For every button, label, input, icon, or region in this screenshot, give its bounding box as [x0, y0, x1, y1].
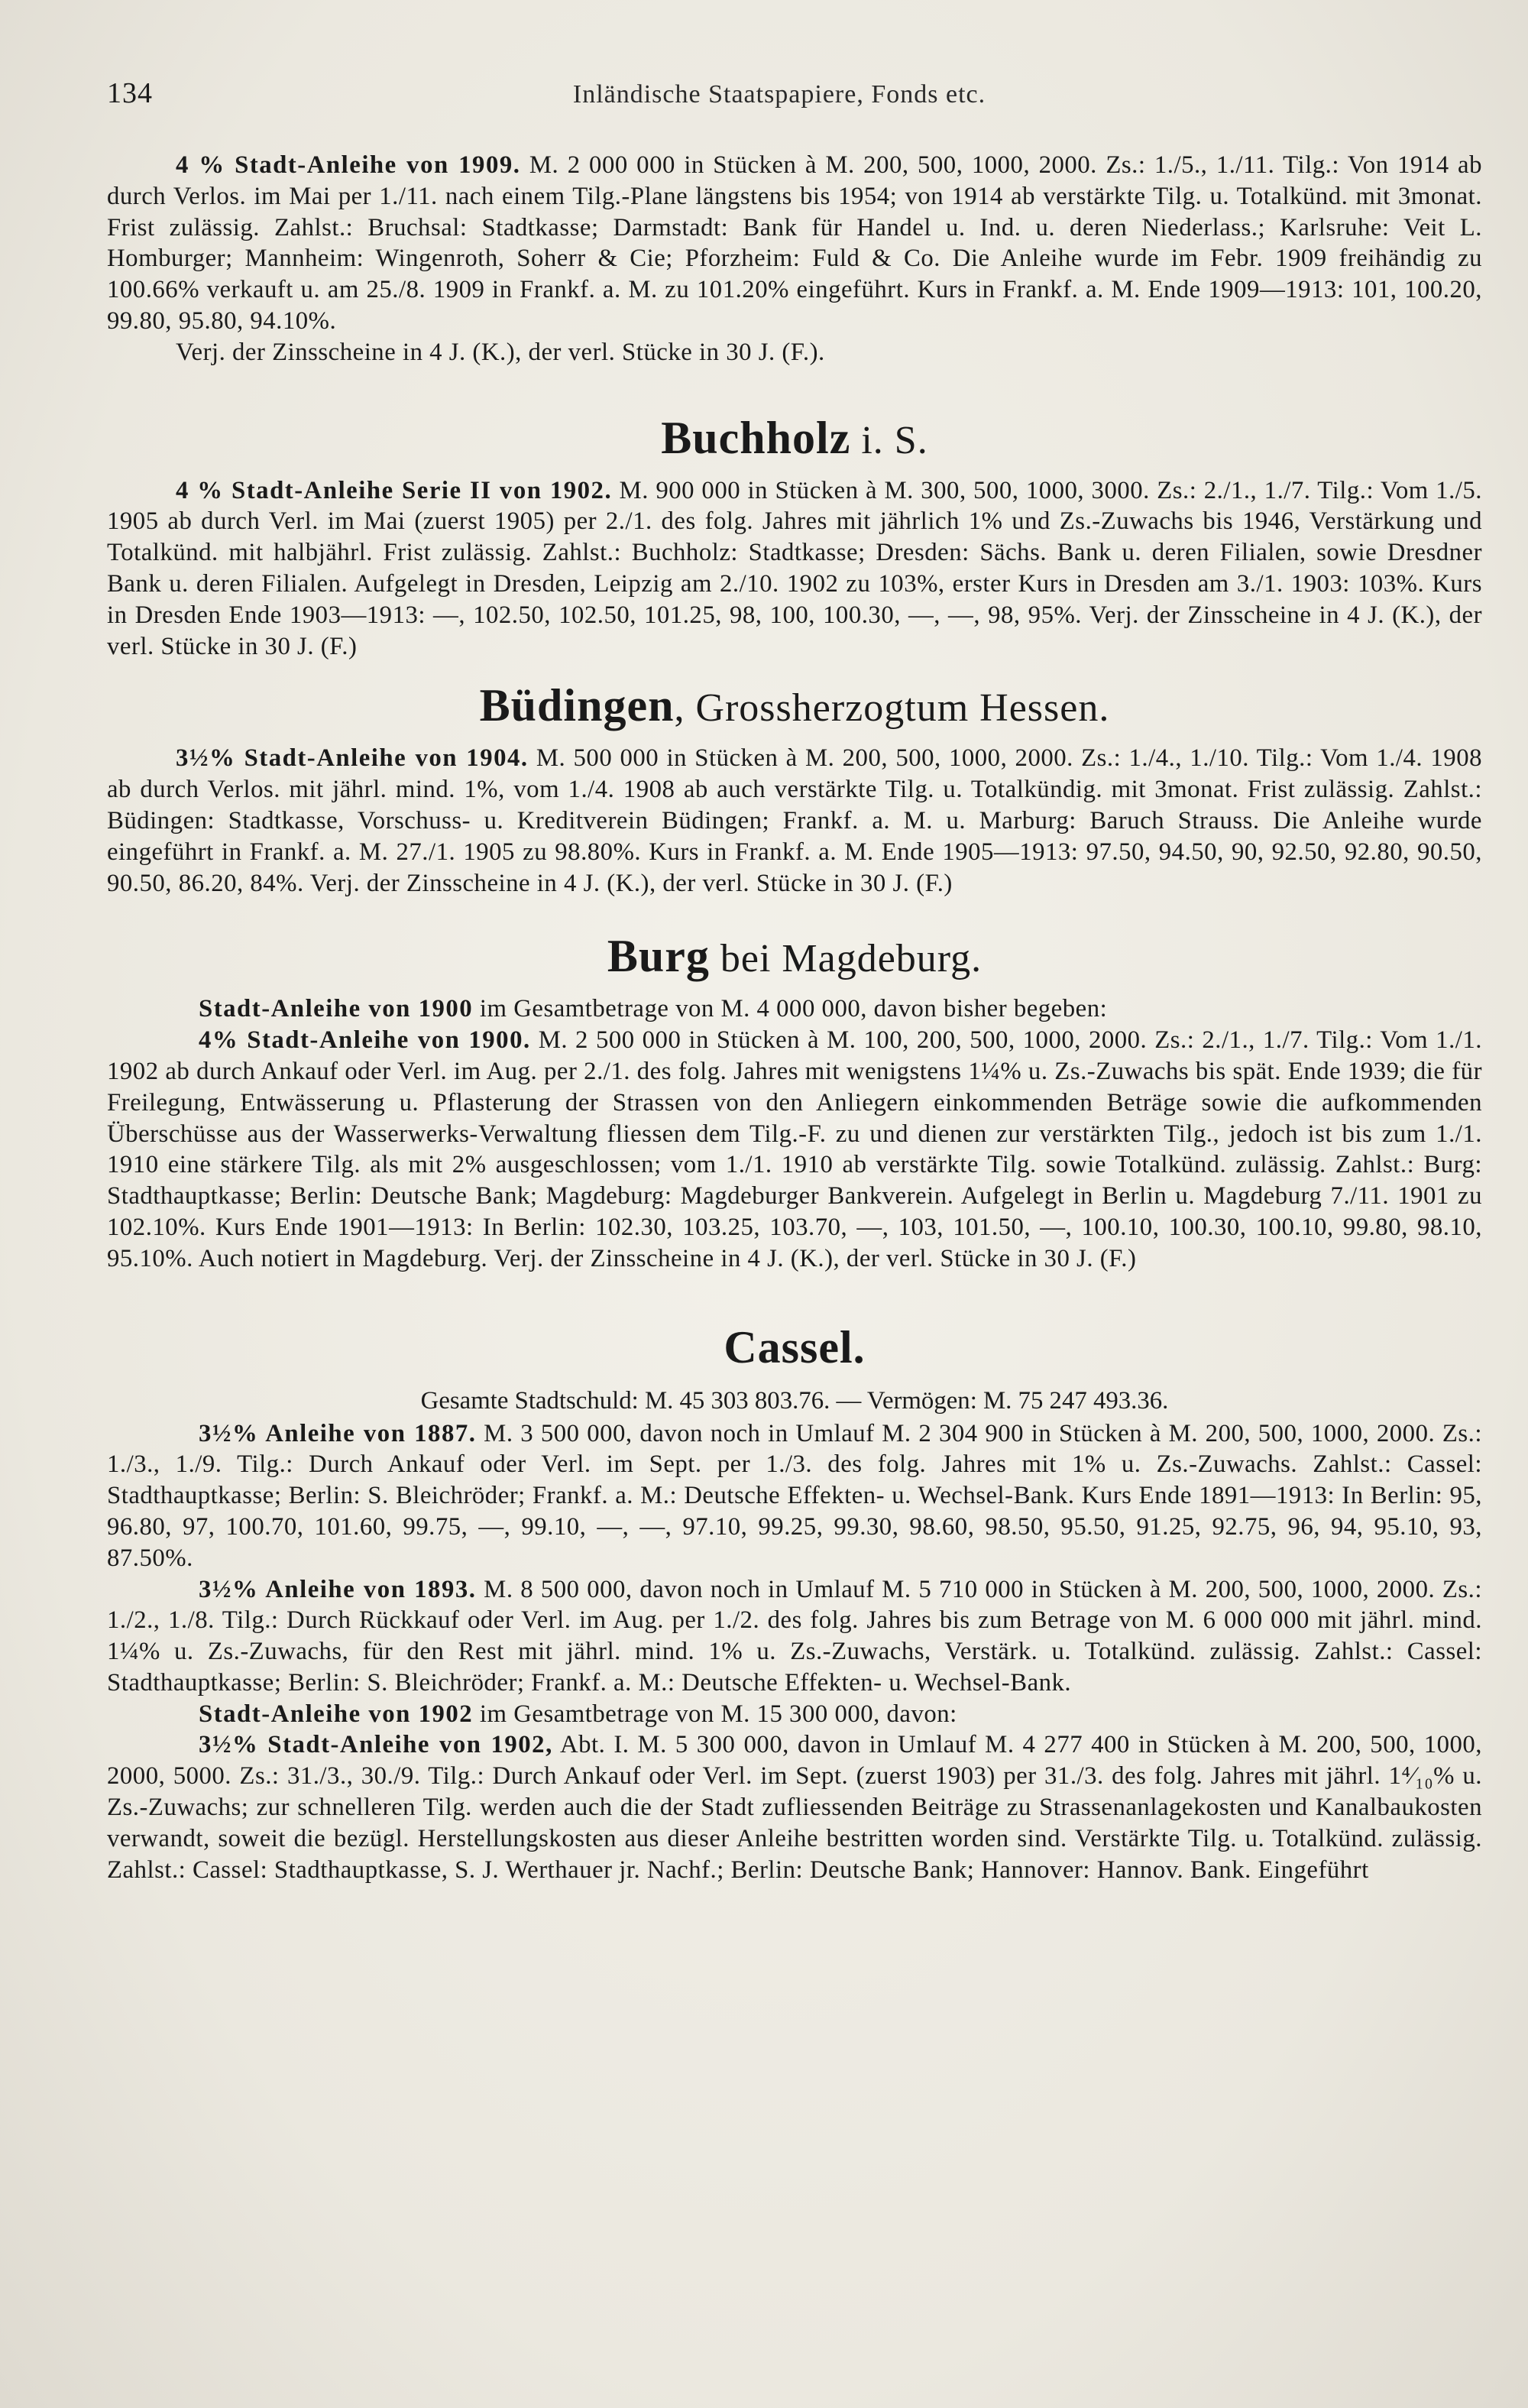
entry-text: Abt. I. M. 5 300 000, davon in Umlauf M. 4 277 400 in Stücken à M. 200, 500, 1000, 2000, 5000. Zs.: 31./3., 30./9. Tilg.: Durch Ankauf oder Verl. im Sept. (zuerst 1903) per 31./3. des folg. Jahres mit jährl. 1⁴⁄₁₀% u. Zs.-Zuwachs; zur schnelleren Tilg. werden auch die der Stadt zufliessenden Beiträge zu Strassenanlagekosten und Kanalbaukosten verwandt, soweit die bezügl. Herstellungskosten aus dieser Anleihe bestritten worden sind. Verstärkte Tilg. u. Totalkünd. zulässig. Zahlst.: Cassel: Stadthauptkasse, S. J. Werthauer jr. Nachf.; Berlin: Deutsche Bank; Hannover: Hannov. Bank. Eingeführt	[107, 1731, 1482, 1884]
entry-buchholz	[107, 475, 1482, 663]
entry-paragraph	[107, 150, 1482, 337]
city-suffix: , Grossherzogtum Hessen.	[674, 686, 1110, 731]
city-name: Büdingen	[479, 680, 675, 731]
entry-buedingen	[107, 743, 1482, 899]
entry-paragraph	[107, 1729, 1482, 1885]
entry-text: im Gesamtbetrage von M. 4 000 000, davon bisher begeben:	[473, 995, 1108, 1023]
entry-cassel	[107, 1418, 1482, 1886]
entry-burg	[107, 993, 1482, 1274]
city-name: Buchholz	[661, 412, 851, 463]
entry-paragraph	[107, 1025, 1482, 1274]
city-suffix: bei Magdeburg.	[709, 937, 983, 981]
entry-text: M. 2 500 000 in Stücken à M. 100, 200, 500, 1000, 2000. Zs.: 2./1., 1./7. Tilg.: Vom 1./1. 1902 ab durch Ankauf oder Verl. im Aug. per 2./1. des folg. Jahres mit wenigstens 1¼% u. Zs.-Zuwachs bis spät. Ende 1939; die für Freilegung, Entwässerung u. Pflasterung der Strassen von den Anliegern einkommenden Beträge sowie die aufkommenden Überschüsse aus der Wasserwerks-Verwaltung fliessen dem Tilg.-F. zu und dienen zur verstärkten Tilg., jedoch ist bis zum 1./1. 1910 eine stärkere Tilg. als mit 2% ausgeschlossen; vom 1./1. 1910 ab verstärkte Tilg. sowie Totalkünd. zulässig. Zahlst.: Burg: Stadthauptkasse; Berlin: Deutsche Bank; Magdeburg: Magdeburger Bankverein. Aufgelegt in Berlin u. Magdeburg 7./11. 1901 zu 102.10%. Kurs Ende 1901—1913: In Berlin: 102.30, 103.25, 103.70, —, 103, 101.50, —, 100.10, 100.30, 100.10, 99.80, 98.10, 95.10%. Auch notiert in Magdeburg. Verj. der Zinsscheine in 4 J. (K.), der verl. Stücke in 30 J. (F.)	[107, 1026, 1482, 1272]
entry-text: im Gesamtbetrage von M. 15 300 000, davon:	[473, 1700, 957, 1728]
entry-bruchsal-1909	[107, 150, 1482, 368]
entry-extra: Verj. der Zinsscheine in 4 J. (K.), der verl. Stücke in 30 J. (F.).	[176, 338, 825, 366]
entry-lead: Stadt-Anleihe von 1902	[199, 1700, 474, 1728]
city-heading-burg	[107, 932, 1482, 983]
entry-lead: 3½% Stadt-Anleihe von 1902,	[199, 1731, 553, 1759]
entry-text: M. 900 000 in Stücken à M. 300, 500, 1000, 3000. Zs.: 2./1., 1./7. Tilg.: Vom 1./5. 1905 ab durch Verl. im Mai (zuerst 1905) per 2./1. des folg. Jahres mit jährlich 1% und Zs.-Zuwachs bis 1946, Verstärkung und Totalkünd. mit halbjährl. Frist zulässig. Zahlst.: Buchholz: Stadtkasse; Dresden: Sächs. Bank u. deren Filialen, sowie Dresdner Bank u. deren Filialen. Aufgelegt in Dresden, Leipzig am 2./10. 1902 zu 103%, erster Kurs in Dresden am 3./1. 1903: 103%. Kurs in Dresden Ende 1903—1913: —, 102.50, 102.50, 101.25, 98, 100, 100.30, —, —, 98, 95%. Verj. der Zinsscheine in 4 J. (K.), der verl. Stücke in 30 J. (F.)	[107, 476, 1482, 660]
city-summary: Gesamte Stadtschuld: M. 45 303 803.76. — Vermögen: M. 75 247 493.36.	[420, 1386, 1169, 1415]
entry-paragraph	[107, 1418, 1482, 1574]
entry-text: M. 3 500 000, davon noch in Umlauf M. 2 304 900 in Stücken à M. 200, 500, 1000, 2000. Zs.: 1./3., 1./9. Tilg.: Durch Ankauf oder Verl. im Sept. per 1./3. des folg. Jahres mit 1% u. Zs.-Zuwachs. Zahlst.: Cassel: Stadthauptkasse; Berlin: S. Bleichröder; Frankf. a. M.: Deutsche Effekten- u. Wechsel-Bank. Kurs Ende 1891—1913: In Berlin: 95, 96.80, 97, 100.70, 101.60, 99.75, —, 99.10, —, —, 97.10, 99.25, 99.30, 98.60, 98.50, 95.50, 91.25, 92.75, 96, 94, 95.10, 93, 87.50%.	[107, 1419, 1482, 1572]
entry-lead: 4 % Stadt-Anleihe Serie II von 1902.	[176, 476, 613, 504]
entry-lead: 4% Stadt-Anleihe von 1900.	[199, 1026, 531, 1055]
city-heading-buchholz	[107, 414, 1482, 465]
entry-lead: 3½% Anleihe von 1887.	[199, 1419, 477, 1447]
city-name: Burg	[607, 931, 710, 982]
entry-text: M. 500 000 in Stücken à M. 200, 500, 1000, 2000. Zs.: 1./4., 1./10. Tilg.: Vom 1./4. 1908 ab durch Verlos. mit jährl. mind. 1%, vom 1./4. 1908 ab auch verstärkte Tilg. u. Totalkündig. mit 3monat. Frist zulässig. Zahlst.: Büdingen: Stadtkasse, Vorschuss- u. Kreditverein Büdingen; Frankf. a. M. u. Marburg: Baruch Strauss. Die Anleihe wurde eingeführt in Frankf. a. M. 27./1. 1905 zu 98.80%. Kurs in Frankf. a. M. Ende 1905—1913: 97.50, 94.50, 90, 92.50, 92.80, 90.50, 90.50, 86.20, 84%. Verj. der Zinsscheine in 4 J. (K.), der verl. Stücke in 30 J. (F.)	[107, 744, 1482, 897]
entry-text: M. 2 000 000 in Stücken à M. 200, 500, 1000, 2000. Zs.: 1./5., 1./11. Tilg.: Von 1914 ab durch Verlos. im Mai per 1./11. nach einem Tilg.-Plane längstens bis 1954; von 1914 ab verstärkte Tilg. u. Totalkünd. mit 3monat. Frist zulässig. Zahlst.: Bruchsal: Stadtkasse; Darmstadt: Bank für Handel u. Ind. u. deren Niederlass.; Karlsruhe: Veit L. Homburger; Mannheim: Wingenroth, Soherr & Cie; Pforzheim: Fuld & Co. Die Anleihe wurde im Febr. 1909 freihändig zu 100.66% verkauft u. am 25./8. 1909 in Frankf. a. M. zu 101.20% eingeführt. Kurs in Frankf. a. M. Ende 1909—1913: 101, 100.20, 99.80, 95.80, 94.10%.	[107, 151, 1483, 335]
city-name: Cassel.	[724, 1321, 866, 1373]
entry-lead: 3½% Stadt-Anleihe von 1904.	[176, 744, 529, 773]
city-heading-buedingen	[107, 682, 1482, 732]
entry-paragraph	[107, 1574, 1482, 1699]
page-header	[107, 76, 1482, 110]
entry-lead: Stadt-Anleihe von 1900	[199, 995, 474, 1023]
entry-paragraph	[107, 743, 1482, 899]
entry-paragraph	[107, 475, 1482, 663]
page-number: 134	[107, 77, 153, 109]
entry-lead: 3½% Anleihe von 1893.	[199, 1575, 477, 1603]
entry-paragraph	[107, 993, 1482, 1025]
entry-text: M. 8 500 000, davon noch in Umlauf M. 5 710 000 in Stücken à M. 200, 500, 1000, 2000. Zs.: 1./2., 1./8. Tilg.: Durch Rückkauf oder Verl. im Aug. per 1./2. des folg. Jahres bis zum Betrage von M. 6 000 000 mit jährl. mind. 1¼% u. Zs.-Zuwachs, für den Rest mit jährl. mind. 1% u. Zs.-Zuwachs, Verstärk. u. Totalkünd. zulässig. Zahlst.: Cassel: Stadthauptkasse; Berlin: S. Bleichröder; Frankf. a. M.: Deutsche Effekten- u. Wechsel-Bank.	[107, 1575, 1482, 1697]
entry-paragraph	[107, 1699, 1482, 1730]
entry-lead: 4 % Stadt-Anleihe von 1909.	[176, 151, 521, 179]
city-suffix: i. S.	[850, 418, 928, 462]
running-title: Inländische Staatspapiere, Fonds etc.	[572, 80, 986, 109]
entry-paragraph	[107, 337, 1482, 368]
city-heading-cassel	[107, 1321, 1482, 1374]
